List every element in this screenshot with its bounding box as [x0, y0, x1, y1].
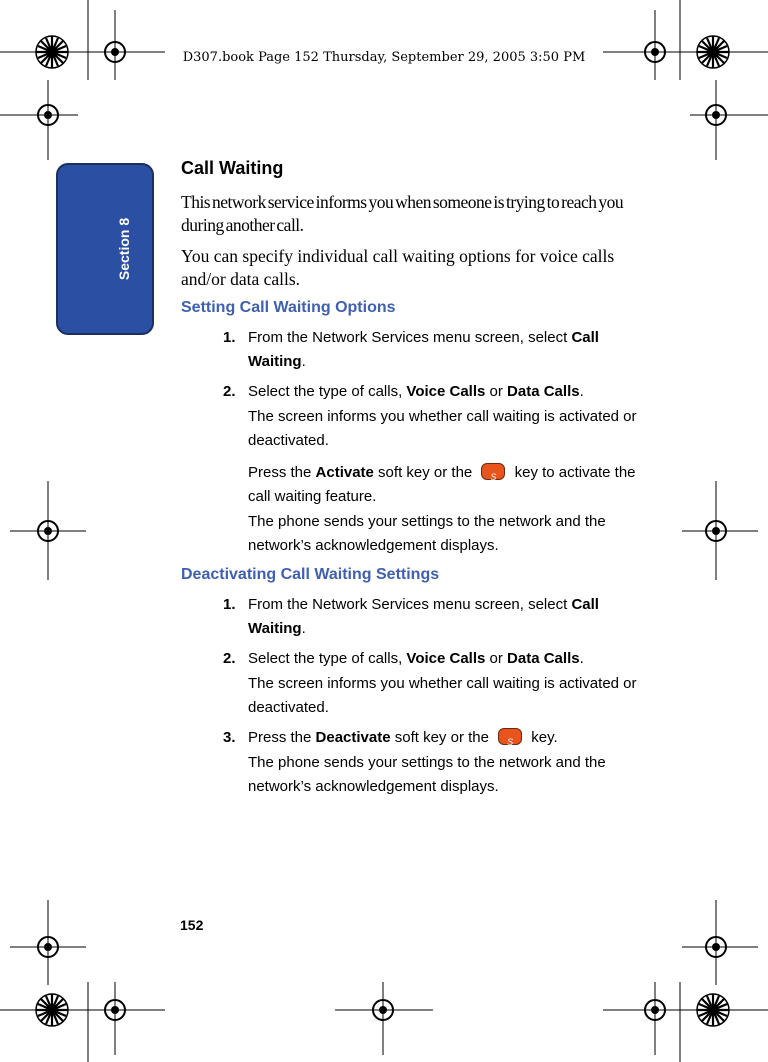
page-title: Call Waiting — [181, 158, 284, 178]
step-bold-term: Call Waiting — [248, 329, 599, 370]
step-text-mid: soft key or the — [373, 464, 477, 481]
section-tab-label: Section 8 — [116, 217, 132, 281]
step-text: From the Network Services menu screen, select — [248, 596, 572, 613]
step-number: 2. — [223, 383, 236, 400]
step-text-end: . — [579, 383, 584, 400]
step-text-end: . — [301, 353, 306, 370]
step-bold-term: Data Calls — [507, 650, 580, 667]
step-bold-term: Deactivate — [315, 729, 391, 746]
list-item — [181, 726, 643, 799]
step-text-end: key to activate the call waiting feature. — [248, 464, 636, 505]
step-note: The phone sends your settings to the network and the network’s acknowledgement displays. — [248, 754, 606, 795]
step-bold-term: Data Calls — [507, 383, 580, 400]
step-text: Press the — [248, 729, 316, 746]
list-item — [181, 593, 643, 641]
send-key-icon — [481, 463, 505, 480]
list-item — [181, 647, 643, 720]
step-text-end: . — [579, 650, 584, 667]
step-text: Select the type of calls, — [248, 383, 407, 400]
step-text-mid: soft key or the — [390, 729, 494, 746]
intro-paragraph-1: This network service informs you when someone is trying to reach you during another call. — [181, 192, 624, 235]
step-text-mid: or — [485, 650, 508, 667]
step-number: 1. — [223, 596, 236, 613]
list-item — [181, 380, 643, 558]
list-item — [181, 326, 643, 374]
step-note: The screen informs you whether call waiting is activated or deactivated. — [248, 408, 637, 449]
main-content — [181, 158, 643, 807]
step-text-mid: or — [485, 383, 508, 400]
step-text-end: . — [301, 620, 306, 637]
page-number: 152 — [180, 917, 204, 933]
send-key-icon — [498, 728, 522, 745]
step-text: Press the — [248, 464, 316, 481]
step-extra — [248, 461, 643, 509]
section-heading-deactivating: Deactivating Call Waiting Settings — [181, 566, 440, 583]
step-bold-term: Activate — [315, 464, 374, 481]
intro-paragraph-2: You can specify individual call waiting options for voice calls and/or data calls. — [181, 246, 615, 289]
step-number: 1. — [223, 329, 236, 346]
setting-steps-list — [181, 326, 643, 558]
section-heading-setting: Setting Call Waiting Options — [181, 299, 396, 316]
step-bold-term: Voice Calls — [406, 383, 486, 400]
step-text: From the Network Services menu screen, select — [248, 329, 572, 346]
step-note: The screen informs you whether call waiting is activated or deactivated. — [248, 675, 637, 716]
section-tab — [56, 163, 154, 335]
step-number: 3. — [223, 729, 236, 746]
step-text-end: key. — [527, 729, 558, 746]
step-bold-term: Voice Calls — [406, 650, 486, 667]
step-bold-term: Call Waiting — [248, 596, 599, 637]
step-number: 2. — [223, 650, 236, 667]
deactivating-steps-list — [181, 593, 643, 799]
book-info-header: D307.book Page 152 Thursday, September 29, 2005 3:50 PM — [182, 50, 586, 65]
step-note: The phone sends your settings to the network and the network’s acknowledgement displays. — [248, 513, 606, 554]
step-text: Select the type of calls, — [248, 650, 407, 667]
